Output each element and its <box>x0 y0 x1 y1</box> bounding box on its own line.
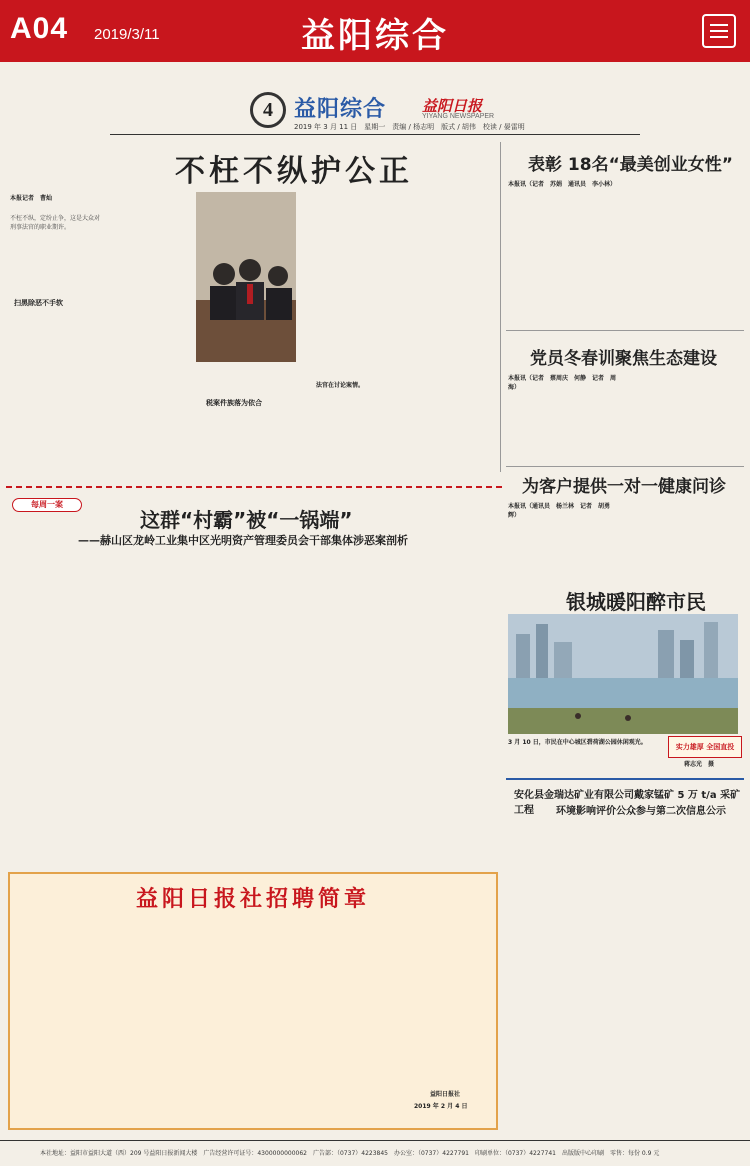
section-title: 益阳综合 <box>301 16 449 56</box>
main-body-col4 <box>300 362 396 472</box>
newspaper-page <box>0 62 750 1166</box>
main-headline: 不枉不纵护公正 <box>175 154 413 189</box>
health-byline: 本报讯（通讯员 杨兰林 记者 胡勇辉） <box>508 503 611 519</box>
page-footer: 本社地址：益阳市益阳大道（西）209 号益阳日报新闻大楼 广告经营许可证号：4300000000062 广告部：（0737）4223845 办公室：（0737）4227791 印刷单位：（0737）4227741 出版版中心印刷 零售：每份 0.9 元 <box>0 1140 750 1166</box>
main-subhead-2: 税案件族落为依合 <box>206 399 262 407</box>
feature-headline: 这群“村霸”被“一锅端” <box>140 508 353 532</box>
masthead-rule <box>110 134 640 135</box>
main-lead: 不枉不纵，定纷止争，这是大众对刑事法官的职业期许。 <box>10 215 100 231</box>
ad-box: 实力雄厚 全国直投 <box>668 736 742 758</box>
recruit-body-col2 <box>138 916 253 1116</box>
recruit-body-col4 <box>378 916 493 1086</box>
recruit-date: 2019 年 2 月 4 日 <box>414 1103 468 1110</box>
wintry-photo <box>508 614 738 734</box>
health-headline: 为客户提供一对一健康问诊 <box>522 477 726 497</box>
feature-body-col4 <box>360 550 498 810</box>
feature-badge: 每周一案 <box>12 498 82 512</box>
divider <box>506 466 744 467</box>
wintry-caption: 3 月 10 日，市民在中心城区碧荷湖公园休闲观光。 <box>508 739 647 746</box>
masthead-info-line: 2019 年 3 月 11 日 星期一 责编 / 杨志明 版式 / 胡伟 校读 / 晏雷明 <box>294 123 525 131</box>
main-photo <box>196 192 296 362</box>
recruit-signature: 益阳日报社 <box>430 1091 461 1098</box>
spring-byline: 本报讯（记者 蔡周庆 何静 记者 周海） <box>508 375 617 391</box>
health-body-col2 <box>624 502 742 582</box>
feature-body-col1 <box>12 550 122 860</box>
notice-body-col2 <box>628 820 744 1136</box>
divider <box>506 330 744 331</box>
main-body-col1 <box>10 214 100 474</box>
main-body-col2 <box>108 194 188 444</box>
health-body-col1 <box>508 512 618 582</box>
startup-body-col1 <box>508 190 618 330</box>
top-header-bar <box>0 0 750 62</box>
recruit-body-col1 <box>18 916 133 1116</box>
main-body-col3 <box>196 368 286 472</box>
notice-body-col1 <box>508 820 624 1136</box>
recruit-body-col3 <box>258 916 373 1116</box>
recruit-title: 益阳日报社招聘简章 <box>135 887 370 912</box>
notice-divider <box>506 778 744 780</box>
page-number: A04 <box>10 12 69 45</box>
masthead-logo: 益阳日报 <box>422 97 483 115</box>
feature-subhead: ——赫山区龙岭工业集中区光明资产管理委员会干部集体涉恶案剖析 <box>78 534 408 547</box>
masthead-title: 益阳综合 <box>294 97 387 122</box>
notice-subhead: 环境影响评价公众参与第二次信息公示 <box>556 806 726 817</box>
wintry-headline: 银城暖阳醉市民 <box>566 590 706 614</box>
spring-headline: 党员冬春训聚焦生态建设 <box>530 349 717 369</box>
column-divider <box>500 142 501 472</box>
main-photo-caption: 法官在讨论案情。 <box>316 382 365 389</box>
wintry-credit: 蒋志光 摄 <box>684 761 715 768</box>
startup-body-col2 <box>624 180 742 330</box>
recruit-box <box>8 872 498 1130</box>
feature-body-col2 <box>128 550 238 860</box>
menu-icon[interactable] <box>702 14 736 48</box>
feature-body-col3 <box>244 550 354 860</box>
feature-divider <box>6 486 502 488</box>
notice-headline: 安化县金瑞达矿业有限公司戴家锰矿 5 万 t/a 采矿工程 <box>514 790 741 816</box>
main-body-col5 <box>400 362 496 472</box>
masthead-logo-en: YIYANG NEWSPAPER <box>422 113 495 120</box>
issue-date: 2019/3/11 <box>94 26 160 43</box>
startup-headline: 表彰 18名“最美创业女性” <box>528 155 733 175</box>
main-subhead-1: 扫黑除恶不手软 <box>14 299 63 307</box>
masthead-number: 4 <box>250 92 286 128</box>
spring-body-col2 <box>624 374 742 464</box>
startup-byline: 本报讯（记者 苏娟 通讯员 李小林） <box>508 181 617 188</box>
main-byline: 本报记者 曹灿 <box>10 195 53 202</box>
spring-body-col1 <box>508 384 618 464</box>
